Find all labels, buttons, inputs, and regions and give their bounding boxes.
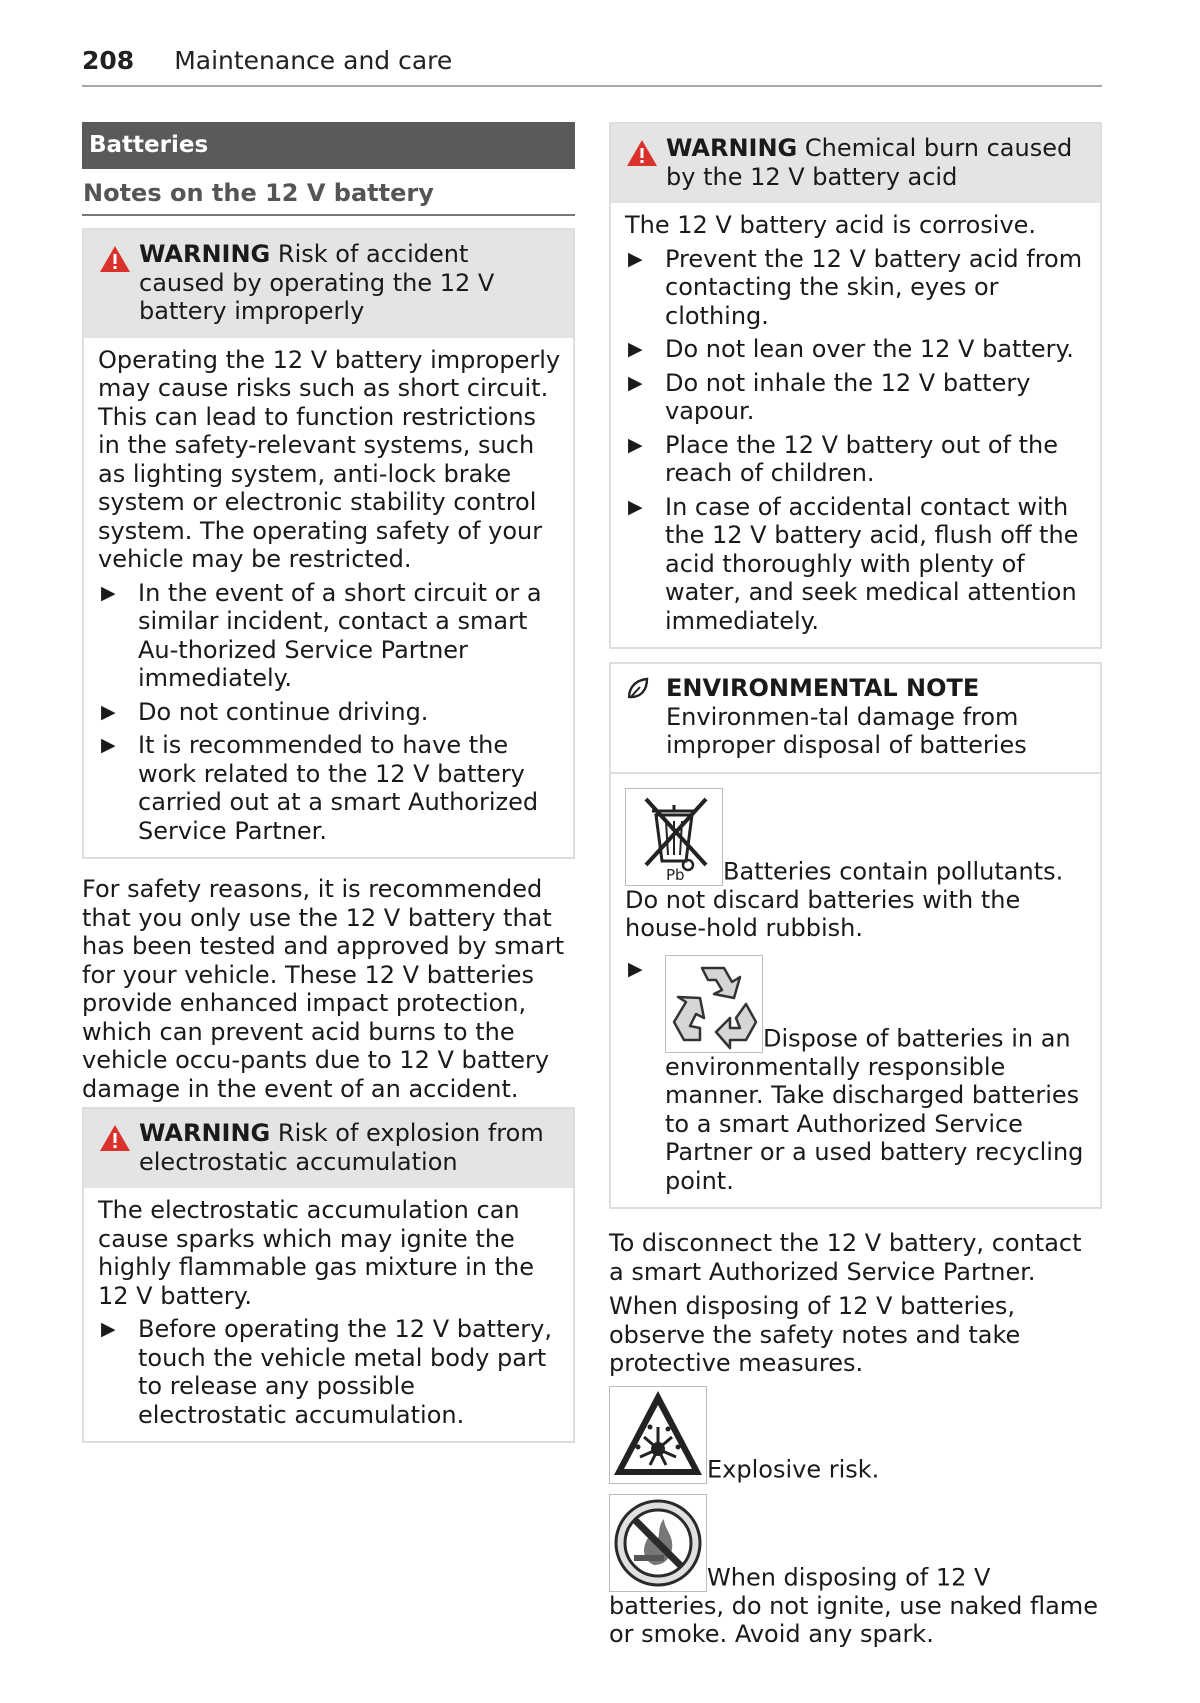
environmental-note-title: Environmen-tal damage from improper disposal of batteries [666,702,1027,759]
list-item: ▶ Place the 12 V battery out of the reach of children. [625,431,1088,488]
subsection-title: Notes on the 12 V battery [82,169,575,216]
warning-title: Risk of explosion from electrostatic accumulation [139,1119,544,1176]
warning-title: Chemical burn caused by the 12 V battery acid [666,134,1073,191]
recycle-icon [665,955,763,1053]
warning-bullets [98,579,561,846]
dispose-text: Dispose of batteries in an environmentally responsible manner. Take discharged batteries to a smart Authorized Service Partner or a used battery recycling point. [665,1024,1084,1195]
warning-box-accident [82,228,575,859]
warning-body [611,203,1100,647]
pollutants-line [625,788,1088,943]
dispose-bullets [625,955,1088,1196]
no-naked-flame-icon [609,1494,707,1592]
list-item: ▶ Before operating the 12 V battery, touch the vehicle metal body part to release any possible electrostatic accumulation. [98,1315,561,1429]
list-item [625,955,1088,1196]
warning-title: Risk of accident caused by operating the 12 V battery improperly [139,240,495,325]
warning-label: WARNING [666,134,798,162]
warning-box-explosion [82,1107,575,1443]
warning-triangle-icon [625,138,659,175]
list-item: ▶ Do not inhale the 12 V battery vapour. [625,369,1088,426]
chapter-title: Maintenance and care [174,46,453,75]
warning-text: The electrostatic accumulation can cause sparks which may ignite the highly flammable gas mixture in the 12 V battery. [98,1196,534,1310]
left-column [82,122,575,1443]
warning-text: Operating the 12 V battery improperly may cause risks such as short circuit. This can lead to function restrictions in the safety-relevant systems, such as lighting system, anti-lock brake system or electronic stability control system. The operating safety of your vehicle may be restricted. [98,345,561,573]
disposing-paragraph: When disposing of 12 V batteries, observe the safety notes and take protective measures. [609,1292,1021,1377]
warning-header [84,1109,573,1188]
warning-bullets [98,1315,561,1429]
list-item: ▶ In case of accidental contact with the 12 V battery acid, flush off the acid thoroughly with plenty of water, and seek medical attention immediately. [625,493,1088,636]
warning-body [84,338,573,858]
no-flame-line [609,1494,1102,1649]
right-column [609,122,1102,1649]
page-number: 208 [82,46,135,75]
explosive-risk-text: Explosive risk. [707,1455,880,1483]
environmental-note-box [609,662,1102,1209]
disconnect-paragraph: To disconnect the 12 V battery, contact a smart Authorized Service Partner. [609,1229,1082,1286]
no-flame-text: When disposing of 12 V batteries, do not ignite, use naked flame or smoke. Avoid any spark. [609,1563,1098,1648]
environmental-note-header [611,664,1100,774]
environmental-note-body [611,774,1100,1208]
warning-text: The 12 V battery acid is corrosive. [625,211,1037,239]
crossed-bin-icon [625,788,723,886]
page-header [82,44,1102,87]
list-item: ▶ It is recommended to have the work related to the 12 V battery carried out at a smart Authorized Service Partner. [98,731,561,845]
warning-label: WARNING [139,1119,271,1147]
pollutants-text: Batteries contain pollutants. Do not discard batteries with the house-hold rubbish. [625,857,1064,942]
warning-box-chemical-burn [609,122,1102,649]
warning-header [84,230,573,338]
list-item: ▶ Do not lean over the 12 V battery. [625,335,1088,364]
list-item: ▶ Do not continue driving. [98,698,561,727]
section-title: Batteries [82,122,575,169]
safety-paragraph: For safety reasons, it is recommended that you only use the 12 V battery that has been tested and approved by smart for your vehicle. These 12 V batteries provide enhanced impact protection, which can prevent acid burns to the vehicle occu-pants due to 12 V battery damage in the event of an accident. [82,875,565,1103]
warning-label: WARNING [139,240,271,268]
explosion-warning-icon [609,1386,707,1484]
pb-label: Pb [666,865,685,884]
list-item: ▶ In the event of a short circuit or a similar incident, contact a smart Au-thorized Service Partner immediately. [98,579,561,693]
environmental-note-label: ENVIRONMENTAL NOTE [666,674,980,702]
warning-triangle-icon [98,1123,132,1160]
list-item: ▶ Prevent the 12 V battery acid from contacting the skin, eyes or clothing. [625,245,1088,331]
warning-body [84,1188,573,1441]
warning-bullets [625,245,1088,636]
warning-triangle-icon [98,244,132,281]
warning-header [611,124,1100,203]
leaf-icon [625,676,651,709]
explosive-risk-line [609,1386,1102,1484]
